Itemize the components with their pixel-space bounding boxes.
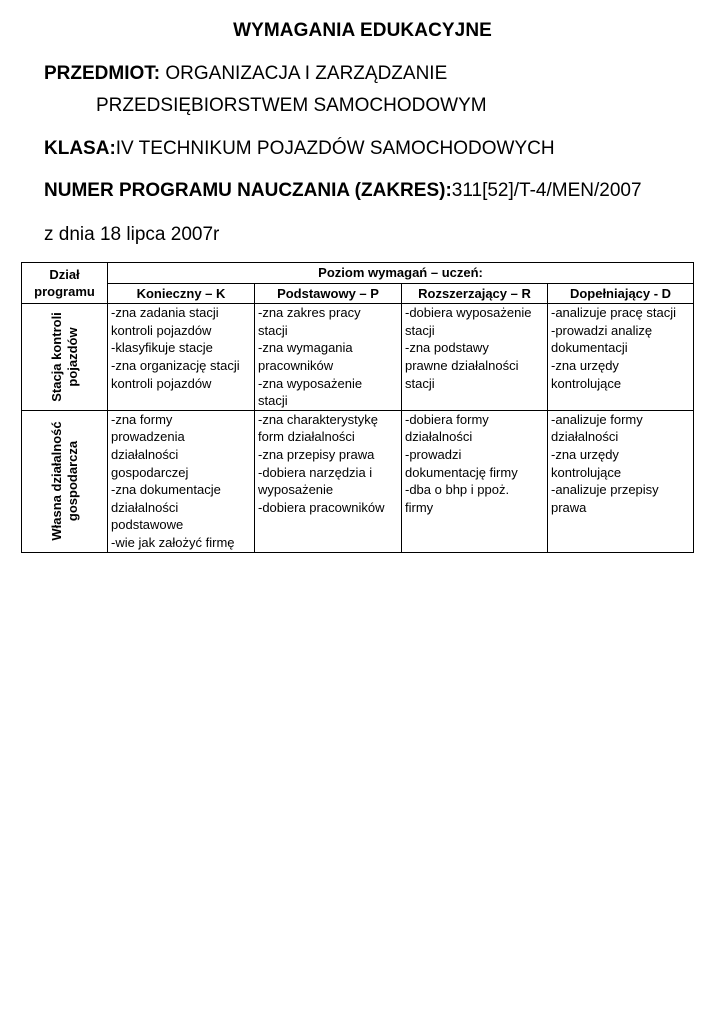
cell-text-line: kontrolujące — [551, 464, 622, 480]
cell-text-line: działalności — [111, 499, 179, 515]
cell-text-line: -zna wymagania — [258, 340, 353, 356]
cell-text-line: podstawowe — [111, 517, 184, 533]
cell-text-line: prowadzenia — [111, 429, 185, 445]
level-d-header: Dopełniający - D — [548, 283, 694, 304]
table-cell — [108, 410, 255, 552]
cell-text-line: dokumentacji — [551, 340, 628, 356]
cell-text-line: stacji — [405, 375, 435, 391]
cell-text-line: pracowników — [258, 357, 334, 373]
cell-text-line: stacji — [258, 393, 288, 409]
table-row — [22, 304, 694, 411]
cell-text-line: -dobiera pracowników — [258, 499, 385, 515]
subject-value-line1: ORGANIZACJA I ZARZĄDZANIE — [160, 63, 448, 84]
level-header: Poziom wymagań – uczeń: — [108, 263, 694, 284]
row-section-label — [22, 410, 108, 552]
class-value: IV TECHNIKUM POJAZDÓW SAMOCHODOWYCH — [115, 138, 555, 159]
cell-text-line: -zna urzędy — [551, 446, 619, 462]
section-label-line1: Stacja kontroli — [48, 312, 64, 402]
section-header — [22, 263, 108, 304]
page-title: WYMAGANIA EDUKACYJNE — [233, 20, 492, 41]
program-value: 311[52]/T-4/MEN/2007 — [451, 180, 642, 201]
cell-text-line: -zna dokumentacje — [111, 482, 221, 498]
cell-text-line: -klasyfikuje stacje — [111, 340, 213, 356]
cell-text-line: -prowadzi — [405, 446, 462, 462]
table-cell — [402, 304, 548, 411]
cell-text-line: -zna formy — [111, 411, 173, 427]
cell-text-line: wyposażenie — [258, 482, 334, 498]
cell-text-line: -zna wyposażenie — [258, 375, 363, 391]
cell-text-line: -zna organizację stacji — [111, 357, 240, 373]
cell-text-line: form działalności — [258, 429, 355, 445]
cell-text-line: prawne działalności — [405, 357, 519, 373]
program-label: NUMER PROGRAMU NAUCZANIA (ZAKRES): — [44, 180, 452, 201]
cell-text-line: działalności — [551, 429, 619, 445]
table-cell — [108, 304, 255, 411]
subject-value-line2: PRZEDSIĘBIORSTWEM SAMOCHODOWYM — [96, 95, 487, 116]
section-label-line2: pojazdów — [64, 327, 80, 387]
section-header-line2: programu — [34, 284, 95, 300]
level-r-header: Rozszerzający – R — [402, 283, 548, 304]
program-line — [44, 180, 642, 202]
cell-text-line: -dobiera narzędzia i — [258, 464, 373, 480]
cell-text-line: -wie jak założyć firmę — [111, 534, 235, 550]
cell-text-line: kontroli pojazdów — [111, 375, 212, 391]
cell-text-line: kontroli pojazdów — [111, 322, 212, 338]
table-cell — [255, 410, 402, 552]
cell-text-line: -prowadzi analizę — [551, 322, 653, 338]
class-label: KLASA: — [44, 138, 116, 159]
row-section-label — [22, 304, 108, 411]
section-label-line1: Własna działalność — [48, 421, 64, 541]
level-p-header: Podstawowy – P — [255, 283, 402, 304]
table-cell — [548, 304, 694, 411]
table-cell — [402, 410, 548, 552]
cell-text-line: firmy — [405, 499, 434, 515]
requirements-table — [21, 262, 694, 553]
table-header-row — [22, 263, 694, 284]
subject-line — [44, 63, 447, 85]
table-cell — [548, 410, 694, 552]
level-names-row — [22, 283, 694, 304]
cell-text-line: -analizuje formy — [551, 411, 643, 427]
class-line — [44, 138, 555, 160]
cell-text-line: -dba o bhp i ppoż. — [405, 482, 510, 498]
date-line: z dnia 18 lipca 2007r — [44, 224, 220, 245]
cell-text-line: stacji — [258, 322, 288, 338]
cell-text-line: -zna podstawy — [405, 340, 489, 356]
cell-text-line: gospodarczej — [111, 464, 189, 480]
cell-text-line: -zna urzędy — [551, 357, 619, 373]
level-k-header: Konieczny – K — [108, 283, 255, 304]
cell-text-line: działalności — [111, 446, 179, 462]
cell-text-line: -dobiera formy — [405, 411, 489, 427]
cell-text-line: -analizuje przepisy — [551, 482, 659, 498]
cell-text-line: dokumentację firmy — [405, 464, 518, 480]
rotated-section-label — [49, 422, 81, 541]
cell-text-line: stacji — [405, 322, 435, 338]
cell-text-line: -zna zakres pracy — [258, 305, 361, 321]
cell-text-line: prawa — [551, 499, 587, 515]
cell-text-line: -zna zadania stacji — [111, 305, 219, 321]
table-row — [22, 410, 694, 552]
cell-text-line: -zna przepisy prawa — [258, 446, 375, 462]
cell-text-line: -analizuje pracę stacji — [551, 305, 677, 321]
cell-text-line: -zna charakterystykę — [258, 411, 378, 427]
cell-text-line: -dobiera wyposażenie — [405, 305, 532, 321]
subject-label: PRZEDMIOT: — [44, 63, 161, 84]
cell-text-line: działalności — [405, 429, 473, 445]
rotated-section-label — [49, 312, 81, 402]
section-label-line2: gospodarcza — [64, 441, 80, 522]
table-cell — [255, 304, 402, 411]
cell-text-line: kontrolujące — [551, 375, 622, 391]
section-header-line1: Dział — [49, 267, 80, 283]
